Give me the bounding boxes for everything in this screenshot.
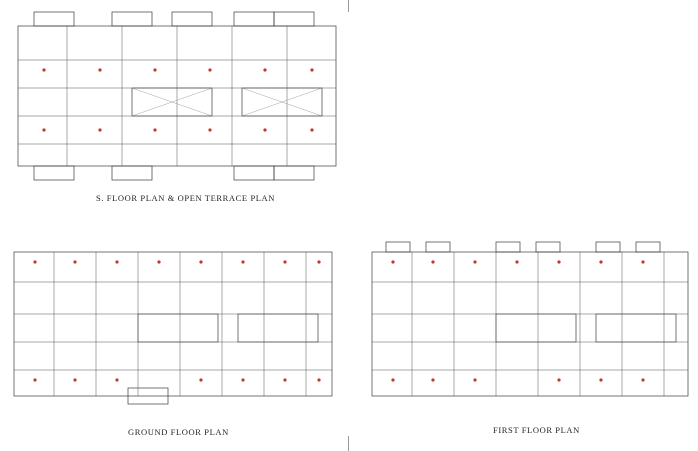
first-balcony-4 (536, 242, 560, 252)
ground-unit-marker (241, 378, 244, 381)
ground-unit-marker (33, 378, 36, 381)
ground-partitions (14, 252, 332, 396)
sheet-divider-top (348, 0, 349, 12)
ground-unit-marker (115, 378, 118, 381)
ground-floor-plan-caption: GROUND FLOOR PLAN (128, 427, 229, 437)
terrace-unit-marker (98, 128, 101, 131)
first-floor-plan-drawing (366, 238, 694, 418)
terrace-unit-marker (310, 68, 313, 71)
ground-floor-plan-drawing (8, 238, 338, 418)
first-balcony-1 (386, 242, 410, 252)
ground-unit-marker (33, 260, 36, 263)
first-unit-marker (599, 378, 602, 381)
ground-unit-marker (317, 378, 320, 381)
first-floor-plan-caption: FIRST FLOOR PLAN (493, 425, 580, 435)
first-unit-marker (391, 260, 394, 263)
first-unit-marker (599, 260, 602, 263)
sheet-divider-bottom (348, 436, 349, 451)
terrace-unit-marker (153, 128, 156, 131)
terrace-unit-marker (153, 68, 156, 71)
ground-unit-marker (73, 378, 76, 381)
terrace-partitions (18, 26, 336, 166)
open-terrace-2 (112, 12, 152, 26)
ground-unit-marker (283, 378, 286, 381)
first-unit-marker (641, 378, 644, 381)
first-unit-marker (473, 378, 476, 381)
terrace-plan-caption: S. FLOOR PLAN & OPEN TERRACE PLAN (96, 193, 276, 203)
ground-floor-plan-panel (8, 238, 338, 418)
terrace-plan-panel (12, 10, 342, 190)
ground-unit-marker (283, 260, 286, 263)
open-terrace-5 (274, 12, 314, 26)
first-unit-marker (557, 260, 560, 263)
ground-unit-marker (199, 260, 202, 263)
first-unit-marker (557, 378, 560, 381)
first-unit-marker (431, 378, 434, 381)
first-floor-plan-panel (366, 238, 694, 418)
open-terrace-3 (172, 12, 212, 26)
first-partitions (372, 252, 688, 396)
terrace-unit-marker (98, 68, 101, 71)
first-balcony-3 (496, 242, 520, 252)
terrace-plan-drawing (12, 10, 342, 190)
open-terrace-8 (234, 166, 274, 180)
terrace-unit-marker (208, 68, 211, 71)
first-outline (372, 252, 688, 396)
first-unit-marker (473, 260, 476, 263)
ground-unit-marker (115, 260, 118, 263)
first-balcony-2 (426, 242, 450, 252)
open-terrace-7 (112, 166, 152, 180)
terrace-unit-marker (310, 128, 313, 131)
first-unit-marker (641, 260, 644, 263)
first-balcony-6 (636, 242, 660, 252)
terrace-unit-marker (263, 68, 266, 71)
terrace-unit-marker (208, 128, 211, 131)
open-terrace-4 (234, 12, 274, 26)
open-terrace-6 (34, 166, 74, 180)
ground-unit-marker (157, 260, 160, 263)
terrace-unit-marker (263, 128, 266, 131)
first-unit-marker (515, 260, 518, 263)
ground-unit-marker (73, 260, 76, 263)
ground-unit-marker (199, 378, 202, 381)
first-balcony-5 (596, 242, 620, 252)
first-open-to-sky-1 (496, 314, 576, 342)
ground-outline (14, 252, 332, 396)
open-terrace-1 (34, 12, 74, 26)
first-unit-marker (431, 260, 434, 263)
first-unit-marker (391, 378, 394, 381)
ground-unit-marker (241, 260, 244, 263)
ground-unit-marker (317, 260, 320, 263)
terrace-unit-marker (42, 128, 45, 131)
ground-open-to-sky-1 (138, 314, 218, 342)
terrace-unit-marker (42, 68, 45, 71)
open-terrace-9 (274, 166, 314, 180)
